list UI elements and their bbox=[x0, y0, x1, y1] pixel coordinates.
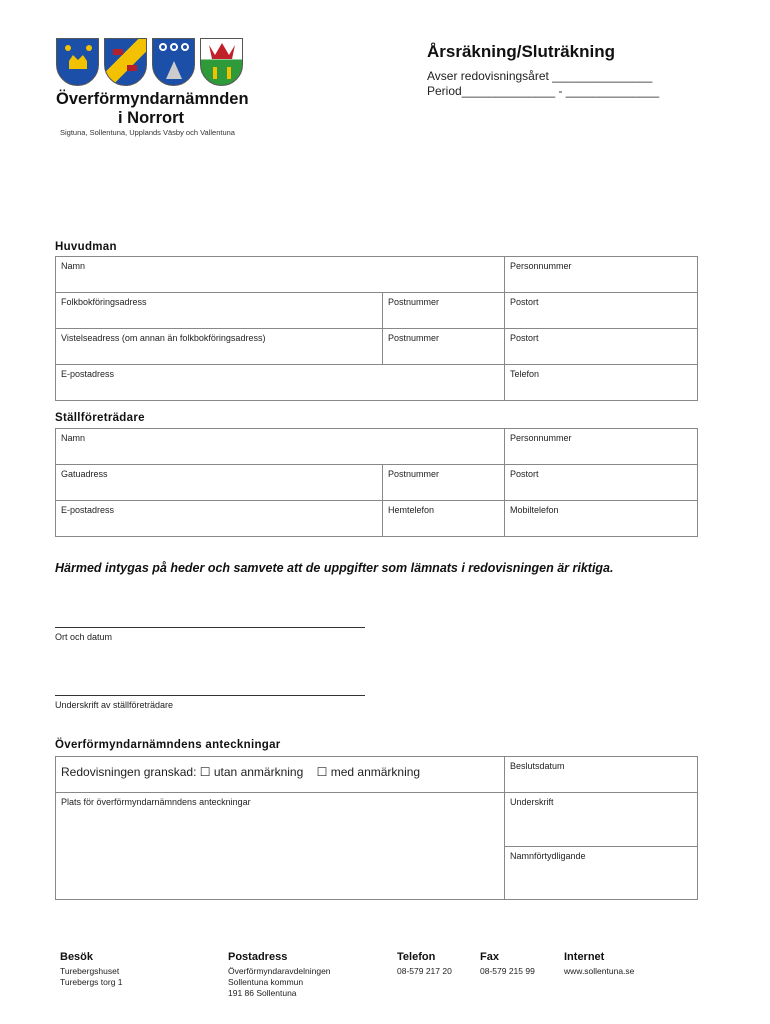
footer-besok-heading: Besök bbox=[60, 951, 94, 963]
stallforetradare-postort-field[interactable] bbox=[505, 465, 697, 501]
footer-besok-line2: Turebergs torg 1 bbox=[60, 977, 123, 987]
field-label: Postort bbox=[510, 297, 539, 307]
footer-post-line1: Överförmyndaravdelningen bbox=[228, 966, 331, 976]
field-label: Postnummer bbox=[388, 333, 440, 343]
field-label: Namn bbox=[61, 433, 86, 443]
checkbox-utan-anmarkning[interactable]: ☐ bbox=[199, 765, 211, 779]
checkbox-med-anmarkning[interactable]: ☐ bbox=[316, 765, 328, 779]
coats-of-arms bbox=[56, 38, 248, 88]
footer-besok-line1: Turebergshuset bbox=[60, 966, 120, 976]
field-label: Postnummer bbox=[388, 297, 440, 307]
stallforetradare-gatuadress-field[interactable] bbox=[56, 465, 383, 501]
huvudman-epost-field[interactable] bbox=[56, 365, 505, 400]
field-label: Postort bbox=[510, 333, 539, 343]
notes-underskrift-field[interactable] bbox=[505, 793, 697, 847]
field-label: Underskrift bbox=[510, 797, 554, 807]
period-year-field[interactable]: Avser redovisningsåret _______________ bbox=[427, 69, 653, 83]
footer-telefon bbox=[397, 951, 452, 977]
field-label: Mobiltelefon bbox=[510, 505, 559, 515]
option-utan-anmarkning-label: utan anmärkning bbox=[213, 765, 304, 779]
field-label: Personnummer bbox=[510, 261, 572, 271]
sollentuna-coat-of-arms-icon bbox=[104, 38, 147, 86]
stallforetradare-postnummer-field[interactable] bbox=[383, 465, 505, 501]
footer-tel-number: 08-579 217 20 bbox=[397, 966, 452, 976]
huvudman-vistelseadress-field[interactable] bbox=[56, 329, 383, 365]
footer-internet bbox=[564, 951, 634, 977]
field-label: E-postadress bbox=[61, 505, 115, 515]
footer-fax-number: 08-579 215 99 bbox=[480, 966, 535, 976]
huvudman-postnummer-field[interactable] bbox=[383, 293, 505, 329]
huvudman-name-field[interactable] bbox=[56, 257, 505, 293]
review-row bbox=[56, 757, 505, 793]
footer-fax bbox=[480, 951, 535, 977]
document-title: Årsräkning/Sluträkning bbox=[427, 42, 615, 61]
sigtuna-coat-of-arms-icon bbox=[56, 38, 99, 86]
declaration-statement: Härmed intygas på heder och samvete att de uppgifter som lämnats i redovisningen är riktiga. bbox=[55, 561, 614, 575]
footer-tel-heading: Telefon bbox=[397, 951, 436, 963]
field-label: Namnförtydligande bbox=[510, 851, 586, 861]
huvudman-table bbox=[55, 256, 698, 401]
ort-datum-label: Ort och datum bbox=[55, 632, 113, 642]
field-label: Hemtelefon bbox=[388, 505, 435, 515]
field-label: Vistelseadress (om annan än folkbokföringsadress) bbox=[61, 333, 266, 343]
field-label: Telefon bbox=[510, 369, 540, 379]
footer-besok bbox=[60, 951, 123, 988]
municipalities-text: Sigtuna, Sollentuna, Upplands Väsby och Vallentuna bbox=[60, 128, 235, 137]
notes-table bbox=[55, 756, 698, 900]
field-label: Postnummer bbox=[388, 469, 440, 479]
footer-post-heading: Postadress bbox=[228, 951, 288, 963]
huvudman-postnummer2-field[interactable] bbox=[383, 329, 505, 365]
huvudman-heading: Huvudman bbox=[55, 241, 117, 253]
stallforetradare-heading: Ställföreträdare bbox=[55, 412, 145, 424]
review-label: Redovisningen granskad: bbox=[61, 765, 197, 779]
notes-area[interactable] bbox=[56, 793, 505, 899]
field-label: E-postadress bbox=[61, 369, 115, 379]
signature-line[interactable] bbox=[55, 695, 365, 696]
huvudman-postort2-field[interactable] bbox=[505, 329, 697, 365]
footer-post-line2: Sollentuna kommun bbox=[228, 977, 304, 987]
organization-name-line1: Överförmyndarnämnden bbox=[56, 90, 249, 108]
field-label: Beslutsdatum bbox=[510, 761, 565, 771]
beslutsdatum-field[interactable] bbox=[505, 757, 697, 793]
footer-post-line3: 191 86 Sollentuna bbox=[228, 988, 297, 998]
footer-postadress bbox=[228, 951, 331, 999]
vallentuna-coat-of-arms-icon bbox=[200, 38, 243, 86]
field-label: Namn bbox=[61, 261, 86, 271]
footer-web-link[interactable]: www.sollentuna.se bbox=[564, 966, 635, 976]
footer-fax-heading: Fax bbox=[480, 951, 499, 963]
notes-heading: Överförmyndarnämndens anteckningar bbox=[55, 739, 281, 751]
footer-web-heading: Internet bbox=[564, 951, 605, 963]
stallforetradare-epost-field[interactable] bbox=[56, 501, 383, 536]
period-field[interactable]: Period______________ - ______________ bbox=[427, 84, 660, 98]
huvudman-personnummer-field[interactable] bbox=[505, 257, 697, 293]
namnfortydligande-field[interactable] bbox=[505, 847, 697, 899]
signature-label: Underskrift av ställföreträdare bbox=[55, 700, 174, 710]
upplands-vasby-coat-of-arms-icon bbox=[152, 38, 195, 86]
organization-name-line2: i Norrort bbox=[118, 109, 184, 127]
stallforetradare-personnummer-field[interactable] bbox=[505, 429, 697, 465]
ort-datum-line[interactable] bbox=[55, 627, 365, 628]
stallforetradare-table bbox=[55, 428, 698, 537]
stallforetradare-mobiltelefon-field[interactable] bbox=[505, 501, 697, 536]
field-label: Plats för överförmyndarnämndens anteckningar bbox=[61, 797, 251, 807]
stallforetradare-name-field[interactable] bbox=[56, 429, 505, 465]
option-med-anmarkning-label: med anmärkning bbox=[330, 765, 421, 779]
field-label: Postort bbox=[510, 469, 539, 479]
organization-name bbox=[56, 90, 256, 128]
huvudman-telefon-field[interactable] bbox=[505, 365, 697, 400]
huvudman-postort-field[interactable] bbox=[505, 293, 697, 329]
field-label: Folkbokföringsadress bbox=[61, 297, 147, 307]
huvudman-folkbokforingsadress-field[interactable] bbox=[56, 293, 383, 329]
stallforetradare-hemtelefon-field[interactable] bbox=[383, 501, 505, 536]
field-label: Gatuadress bbox=[61, 469, 108, 479]
field-label: Personnummer bbox=[510, 433, 572, 443]
